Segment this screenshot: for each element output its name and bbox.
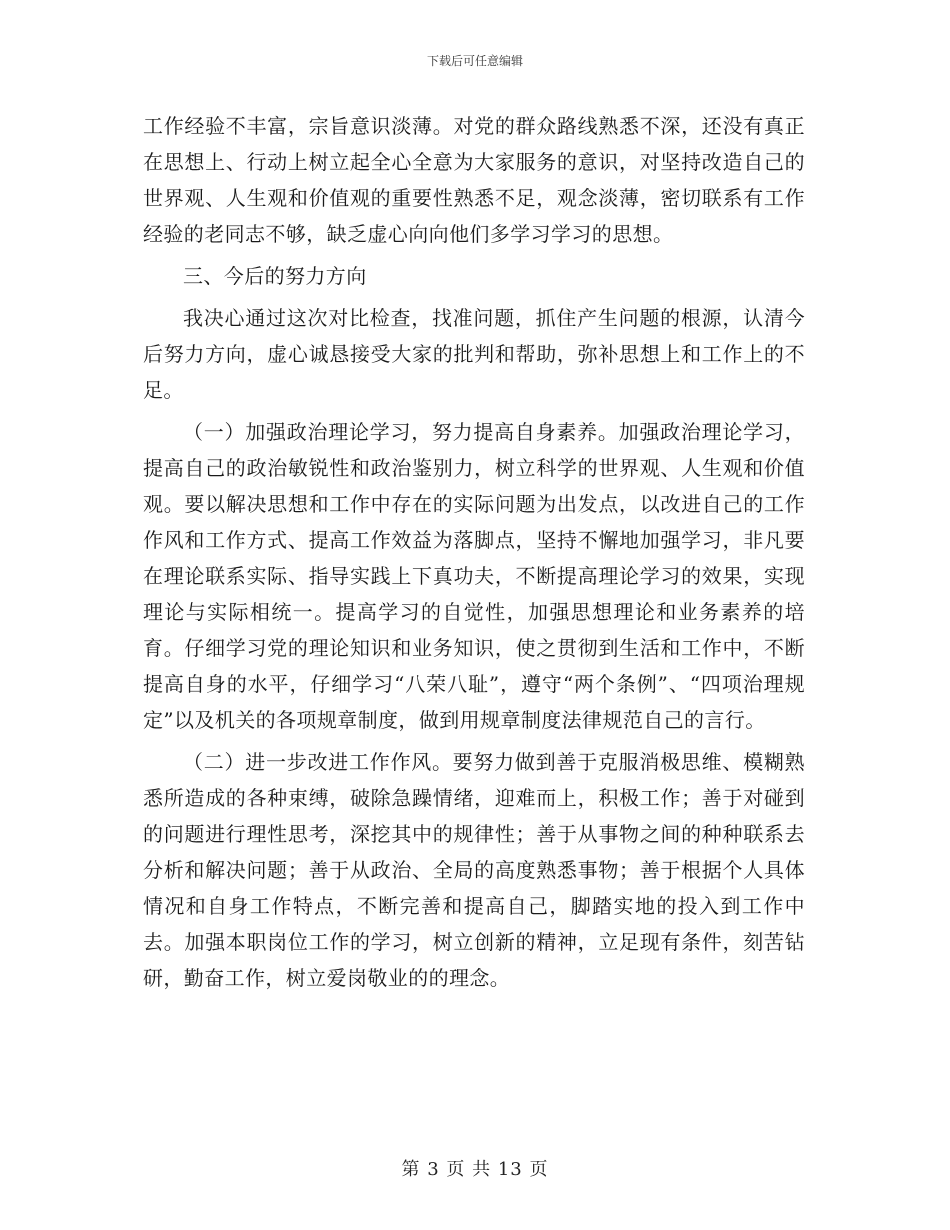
section-heading: 三、今后的努力方向 [183,264,367,288]
page-number: 第 3 页 共 13 页 [401,1159,549,1180]
paragraph-continuation: 工作经验不丰富，宗旨意识淡薄。对党的群众路线熟悉不深，还没有真正在思想上、行动上树立起全心全意为大家服务的意识，对坚持改造自己的世界观、人生观和价值观的重要性熟悉不足，观念淡薄，密切联系有工作经验的老同志不够，缺乏虚心向向他们多学习学习的思想。 [143,114,805,246]
document-body [143,108,805,996]
paragraph-resolution: 我决心通过这次对比检查，找准问题，抓住产生问题的根源，认清今后努力方向，虚心诚恳接受大家的批判和帮助，弥补思想上和工作上的不足。 [143,306,805,402]
paragraph-point-two: （二）进一步改进工作作风。要努力做到善于克服消极思维、模糊熟悉所造成的各种束缚，破除急躁情绪，迎难而上，积极工作；善于对碰到的问题进行理性思考，深挖其中的规律性；善于从事物之间的种种联系去分析和解决问题；善于从政治、全局的高度熟悉事物；善于根据个人具体情况和自身工作特点，不断完善和提高自己，脚踏实地的投入到工作中去。加强本职岗位工作的学习，树立创新的精神，立足现有条件，刻苦钻研，勤奋工作，树立爱岗敬业的的理念。 [143,750,805,990]
paragraph-point-one: （一）加强政治理论学习，努力提高自身素养。加强政治理论学习，提高自己的政治敏锐性和政治鉴别力，树立科学的世界观、人生观和价值观。要以解决思想和工作中存在的实际问题为出发点，以改进自己的工作作风和工作方式、提高工作效益为落脚点，坚持不懈地加强学习，非凡要在理论联系实际、指导实践上下真功夫，不断提高理论学习的效果，实现理论与实际相统一。提高学习的自觉性，加强思想理论和业务素养的培育。仔细学习党的理论知识和业务知识，使之贯彻到生活和工作中，不断提高自身的水平，仔细学习“八荣八耻”，遵守“两个条例”、“四项治理规定”以及机关的各项规章制度，做到用规章制度法律规范自己的言行。 [143,420,805,732]
page-header: 下载后可任意编辑 [426,54,523,68]
